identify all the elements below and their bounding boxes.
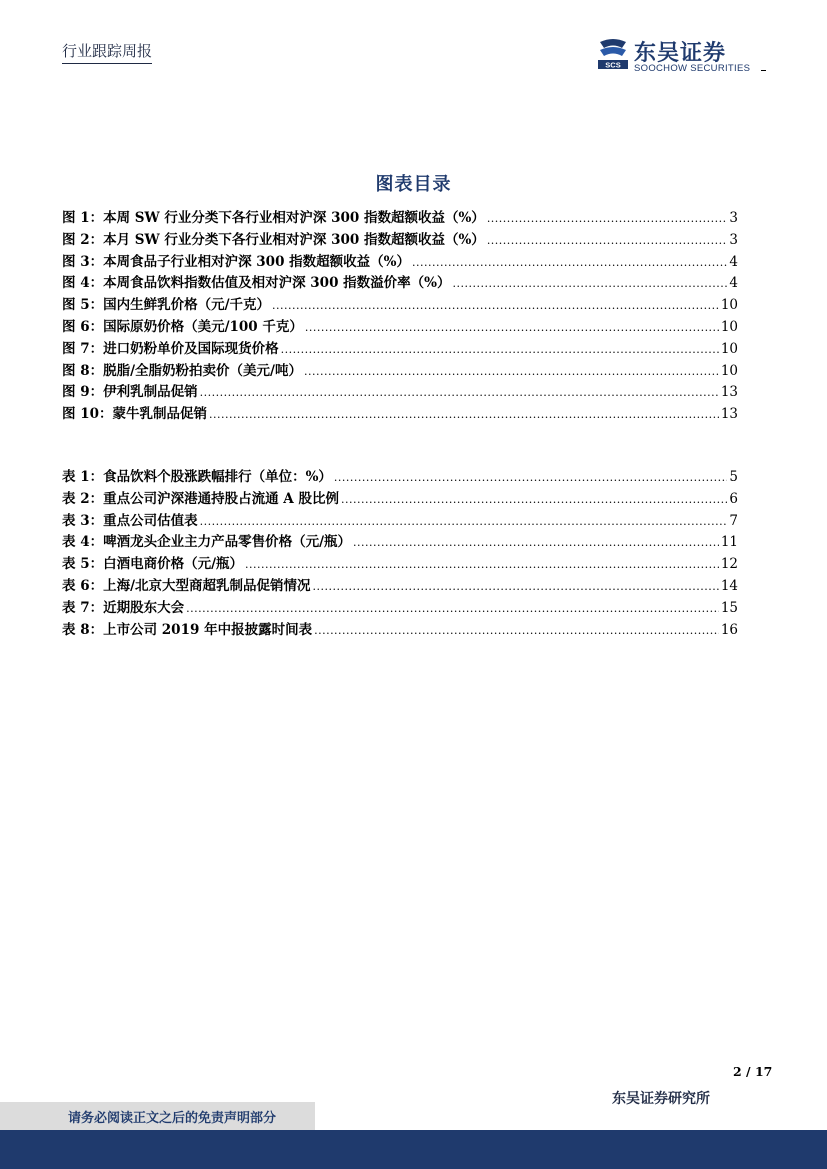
table-entry-label[interactable]: 表 7：近期股东大会 — [62, 599, 185, 616]
dot-leader — [487, 212, 728, 225]
figure-entry[interactable] — [62, 380, 738, 402]
dot-leader — [200, 515, 728, 528]
table-entry[interactable] — [62, 552, 738, 574]
figure-entry-page[interactable]: 3 — [729, 231, 738, 248]
table-entry[interactable] — [62, 465, 738, 487]
dot-leader — [453, 277, 728, 290]
figure-entry-page[interactable]: 13 — [720, 406, 738, 423]
header-dash — [761, 70, 766, 71]
figure-entry[interactable] — [62, 402, 738, 424]
table-entry-page[interactable]: 6 — [729, 490, 738, 507]
dot-leader — [305, 321, 719, 334]
dot-leader — [334, 471, 727, 484]
table-entry-label[interactable]: 表 2：重点公司沪深港通持股占流通 A 股比例 — [62, 490, 339, 507]
institute-name: 东吴证券研究所 — [612, 1091, 710, 1107]
dot-leader — [272, 299, 719, 312]
figure-list — [62, 206, 738, 424]
dot-leader — [313, 580, 719, 593]
table-entry-page[interactable]: 15 — [720, 599, 738, 616]
table-entry-page[interactable]: 11 — [720, 534, 738, 551]
table-entry[interactable] — [62, 509, 738, 531]
disclaimer-text: 请务必阅读正文之后的免责声明部分 — [68, 1111, 277, 1126]
figure-entry-label[interactable]: 图 6：国际原奶价格（美元/100 千克） — [62, 318, 303, 335]
dot-leader — [200, 386, 719, 399]
report-type-label: 行业跟踪周报 — [62, 40, 152, 64]
footer-bar — [0, 1130, 827, 1169]
logo-cn-text: 东吴证券 — [634, 41, 727, 66]
table-entry-page[interactable]: 12 — [720, 556, 738, 573]
logo-mark-text: SCS — [605, 60, 621, 70]
table-entry[interactable] — [62, 530, 738, 552]
dot-leader — [412, 256, 727, 269]
table-entry-label[interactable]: 表 1：食品饮料个股涨跌幅排行（单位：%） — [62, 469, 332, 485]
table-entry[interactable] — [62, 618, 738, 640]
figure-entry-label[interactable]: 图 3：本周食品子行业相对沪深 300 指数超额收益（%） — [62, 253, 411, 270]
dot-leader — [487, 234, 728, 247]
figure-entry[interactable] — [62, 250, 738, 272]
table-entry[interactable] — [62, 487, 738, 509]
figure-entry[interactable] — [62, 359, 738, 381]
table-entry-page[interactable]: 7 — [729, 512, 738, 529]
figure-entry-label[interactable]: 图 2：本月 SW 行业分类下各行业相对沪深 300 指数超额收益（%） — [62, 231, 485, 248]
dot-leader — [304, 365, 719, 378]
table-entry-page[interactable]: 5 — [729, 469, 738, 485]
table-list — [62, 465, 738, 639]
figure-entry-page[interactable]: 10 — [720, 318, 738, 335]
dot-leader — [314, 624, 719, 637]
figure-entry-label[interactable]: 图 5：国内生鲜乳价格（元/千克） — [62, 297, 271, 314]
figure-entry-page[interactable]: 13 — [720, 384, 738, 401]
figure-entry-label[interactable]: 图 1：本周 SW 行业分类下各行业相对沪深 300 指数超额收益（%） — [62, 210, 485, 226]
table-entry[interactable] — [62, 596, 738, 618]
figure-entry-label[interactable]: 图 7：进口奶粉单价及国际现货价格 — [62, 340, 279, 357]
figure-entry-page[interactable]: 4 — [729, 275, 738, 292]
table-entry-page[interactable]: 14 — [720, 577, 738, 594]
figure-entry[interactable] — [62, 206, 738, 228]
dot-leader — [281, 343, 719, 356]
dot-leader — [186, 602, 719, 615]
dot-leader — [245, 558, 719, 571]
toc-title: 图表目录 — [375, 174, 452, 195]
table-entry-label[interactable]: 表 8：上市公司 2019 年中报披露时间表 — [62, 621, 313, 638]
figure-entry-page[interactable]: 4 — [729, 253, 738, 270]
figure-entry-label[interactable]: 图 9：伊利乳制品促销 — [62, 384, 198, 401]
figure-entry-page[interactable]: 10 — [720, 362, 738, 379]
figure-entry-page[interactable]: 3 — [729, 210, 738, 226]
table-entry-page[interactable]: 16 — [720, 621, 738, 638]
page-number: 2 / 17 — [733, 1064, 773, 1079]
figure-entry[interactable] — [62, 337, 738, 359]
table-entry-label[interactable]: 表 4：啤酒龙头企业主力产品零售价格（元/瓶） — [62, 534, 352, 551]
figure-entry-page[interactable]: 10 — [720, 340, 738, 357]
figure-entry[interactable] — [62, 271, 738, 293]
figure-entry[interactable] — [62, 228, 738, 250]
dot-leader — [209, 408, 719, 421]
logo-en-text: SOOCHOW SECURITIES — [634, 63, 751, 74]
figure-entry-label[interactable]: 图 8：脱脂/全脂奶粉拍卖价（美元/吨） — [62, 362, 302, 379]
company-logo — [596, 36, 766, 76]
figure-entry[interactable] — [62, 293, 738, 315]
figure-entry-label[interactable]: 图 4：本周食品饮料指数估值及相对沪深 300 指数溢价率（%） — [62, 275, 451, 292]
table-entry-label[interactable]: 表 6：上海/北京大型商超乳制品促销情况 — [62, 577, 311, 594]
table-entry[interactable] — [62, 574, 738, 596]
figure-entry[interactable] — [62, 315, 738, 337]
dot-leader — [353, 536, 719, 549]
figure-entry-label[interactable]: 图 10：蒙牛乳制品促销 — [62, 406, 207, 423]
table-entry-label[interactable]: 表 5：白酒电商价格（元/瓶） — [62, 556, 244, 573]
figure-entry-page[interactable]: 10 — [720, 297, 738, 314]
dot-leader — [341, 493, 727, 506]
scs-logo-icon — [596, 36, 630, 72]
table-entry-label[interactable]: 表 3：重点公司估值表 — [62, 512, 198, 529]
